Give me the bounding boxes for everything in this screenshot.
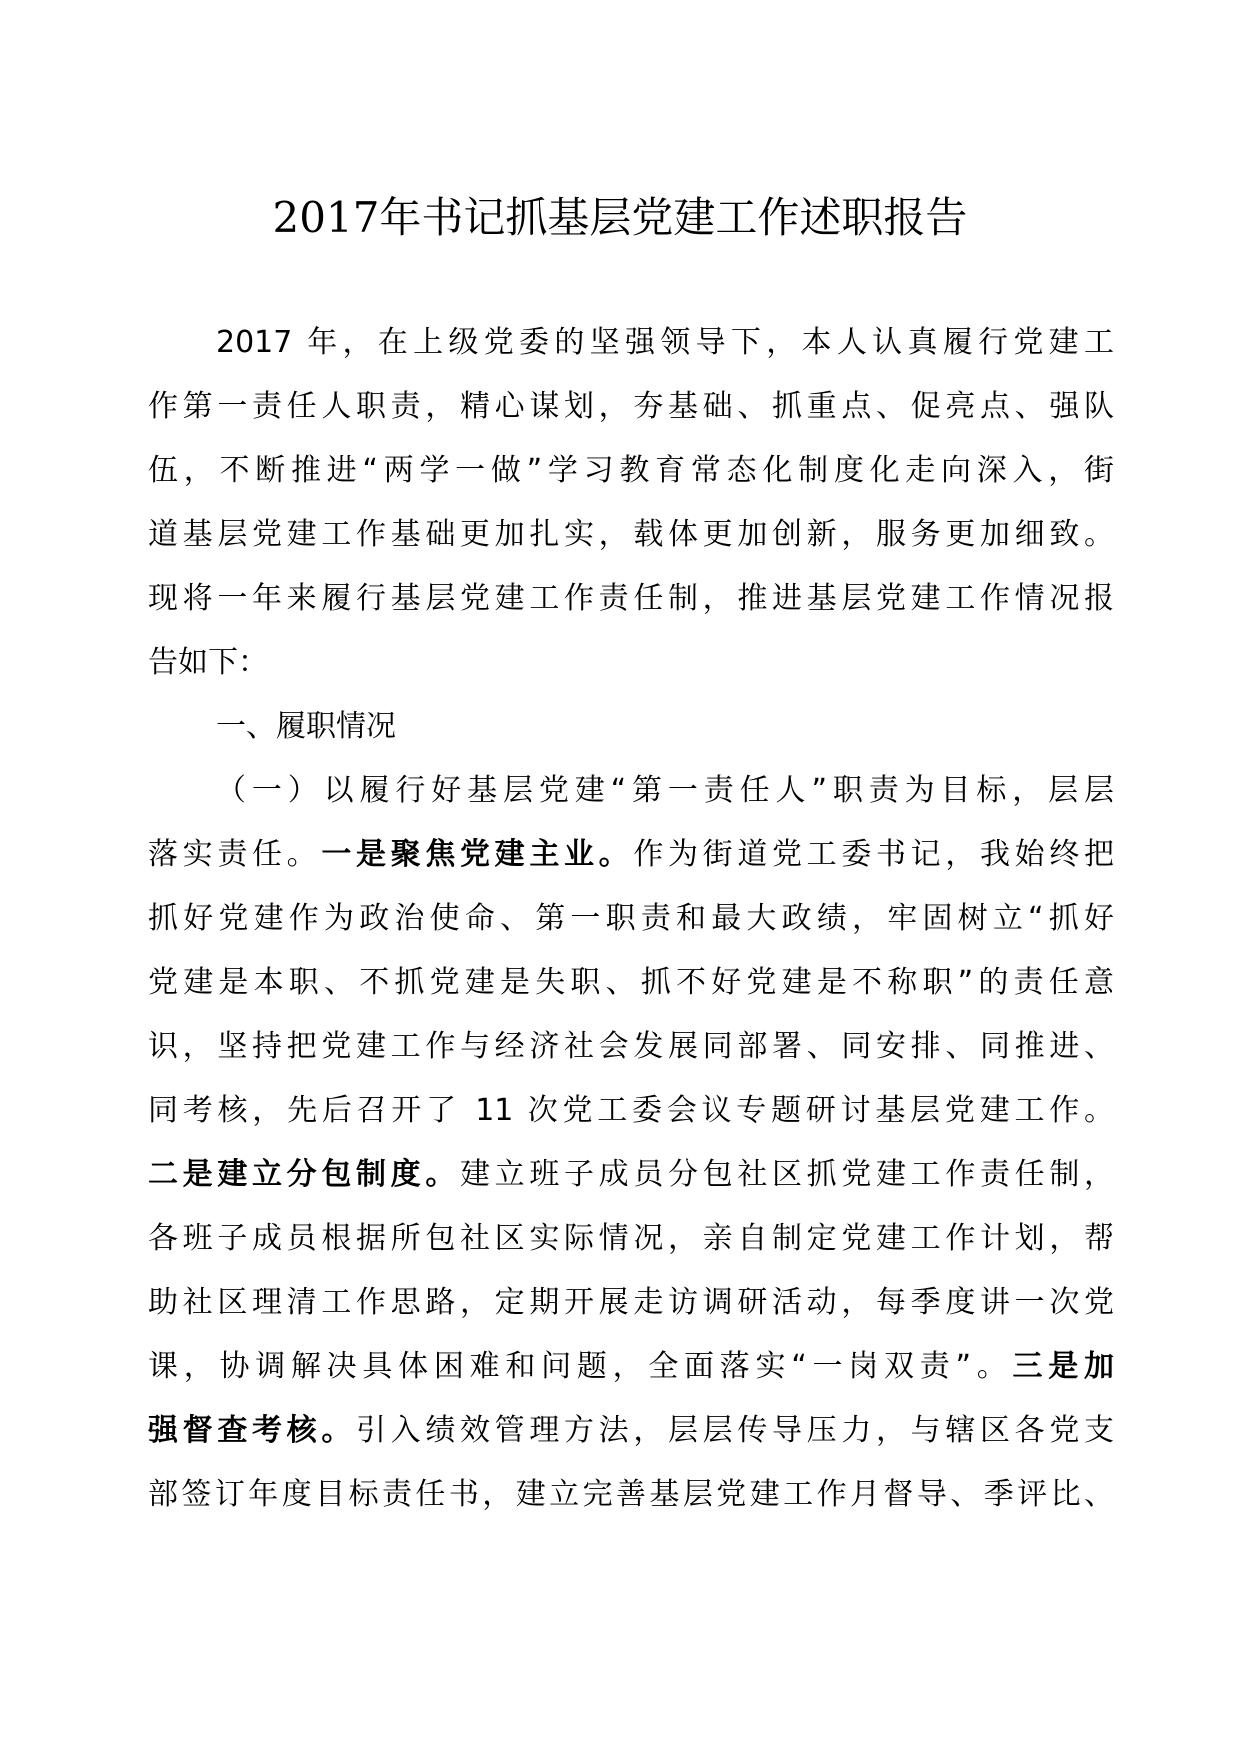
body-text: 伍，不断推进“两学一做”学习教育常态化制度化走向深入，街 <box>148 453 1114 488</box>
document-body <box>148 311 1114 1527</box>
text-line <box>148 759 1114 823</box>
body-text: 作第一责任人职责，精心谋划，夯基础、抓重点、促亮点、强队 <box>148 389 1114 424</box>
document-title: 2017年书记抓基层党建工作述职报告 <box>272 193 968 242</box>
bold-heading-text: 一是聚焦党建主业。 <box>321 837 634 872</box>
text-line <box>148 1335 1114 1399</box>
body-text: 引入绩效管理方法，层层传导压力，与辖区各党支 <box>356 1413 1114 1448</box>
body-text: 落实责任。 <box>148 837 322 872</box>
text-line <box>148 695 1114 759</box>
text-line <box>148 1271 1114 1335</box>
bold-heading-text: 三是加 <box>1012 1349 1114 1384</box>
text-line <box>148 951 1114 1015</box>
body-text: 抓好党建作为政治使命、第一职责和最大政绩，牢固树立“抓好 <box>148 901 1114 936</box>
body-text: 各班子成员根据所包社区实际情况，亲自制定党建工作计划，帮 <box>148 1221 1114 1256</box>
text-line <box>148 311 1114 375</box>
body-text: 告如下： <box>148 645 268 680</box>
body-text: 党建是本职、不抓党建是失职、抓不好党建是不称职”的责任意 <box>148 965 1114 1000</box>
body-text: 部签订年度目标责任书，建立完善基层党建工作月督导、季评比、 <box>148 1477 1114 1512</box>
text-line <box>148 1399 1114 1463</box>
text-line <box>148 1079 1114 1143</box>
text-line <box>148 631 1114 695</box>
text-line <box>148 567 1114 631</box>
body-text: 现将一年来履行基层党建工作责任制，推进基层党建工作情况报 <box>148 581 1114 616</box>
text-line <box>148 503 1114 567</box>
body-text: 同考核，先后召开了 11 次党工委会议专题研讨基层党建工作。 <box>148 1093 1114 1128</box>
body-text: 道基层党建工作基础更加扎实，载体更加创新，服务更加细致。 <box>148 517 1114 552</box>
text-line <box>148 1015 1114 1079</box>
body-text: 建立班子成员分包社区抓党建工作责任制， <box>460 1157 1114 1192</box>
body-text: （一）以履行好基层党建“第一责任人”职责为目标，层层 <box>216 773 1114 808</box>
text-line <box>148 887 1114 951</box>
bold-heading-text: 二是建立分包制度。 <box>148 1157 460 1192</box>
bold-heading-text: 强督查考核。 <box>148 1413 356 1448</box>
body-text: 一、履职情况 <box>216 709 396 744</box>
body-text: 识，坚持把党建工作与经济社会发展同部署、同安排、同推进、 <box>148 1029 1114 1064</box>
body-text: 课，协调解决具体困难和问题，全面落实“一岗双责”。 <box>148 1349 1013 1384</box>
body-text: 2017 年，在上级党委的坚强领导下，本人认真履行党建工 <box>216 325 1114 360</box>
text-line <box>148 1143 1114 1207</box>
text-line <box>148 375 1114 439</box>
text-line <box>148 1207 1114 1271</box>
text-line <box>148 823 1114 887</box>
body-text: 作为街道党工委书记，我始终把 <box>633 837 1115 872</box>
body-text: 助社区理清工作思路，定期开展走访调研活动，每季度讲一次党 <box>148 1285 1114 1320</box>
text-line <box>148 439 1114 503</box>
text-line <box>148 1463 1114 1527</box>
